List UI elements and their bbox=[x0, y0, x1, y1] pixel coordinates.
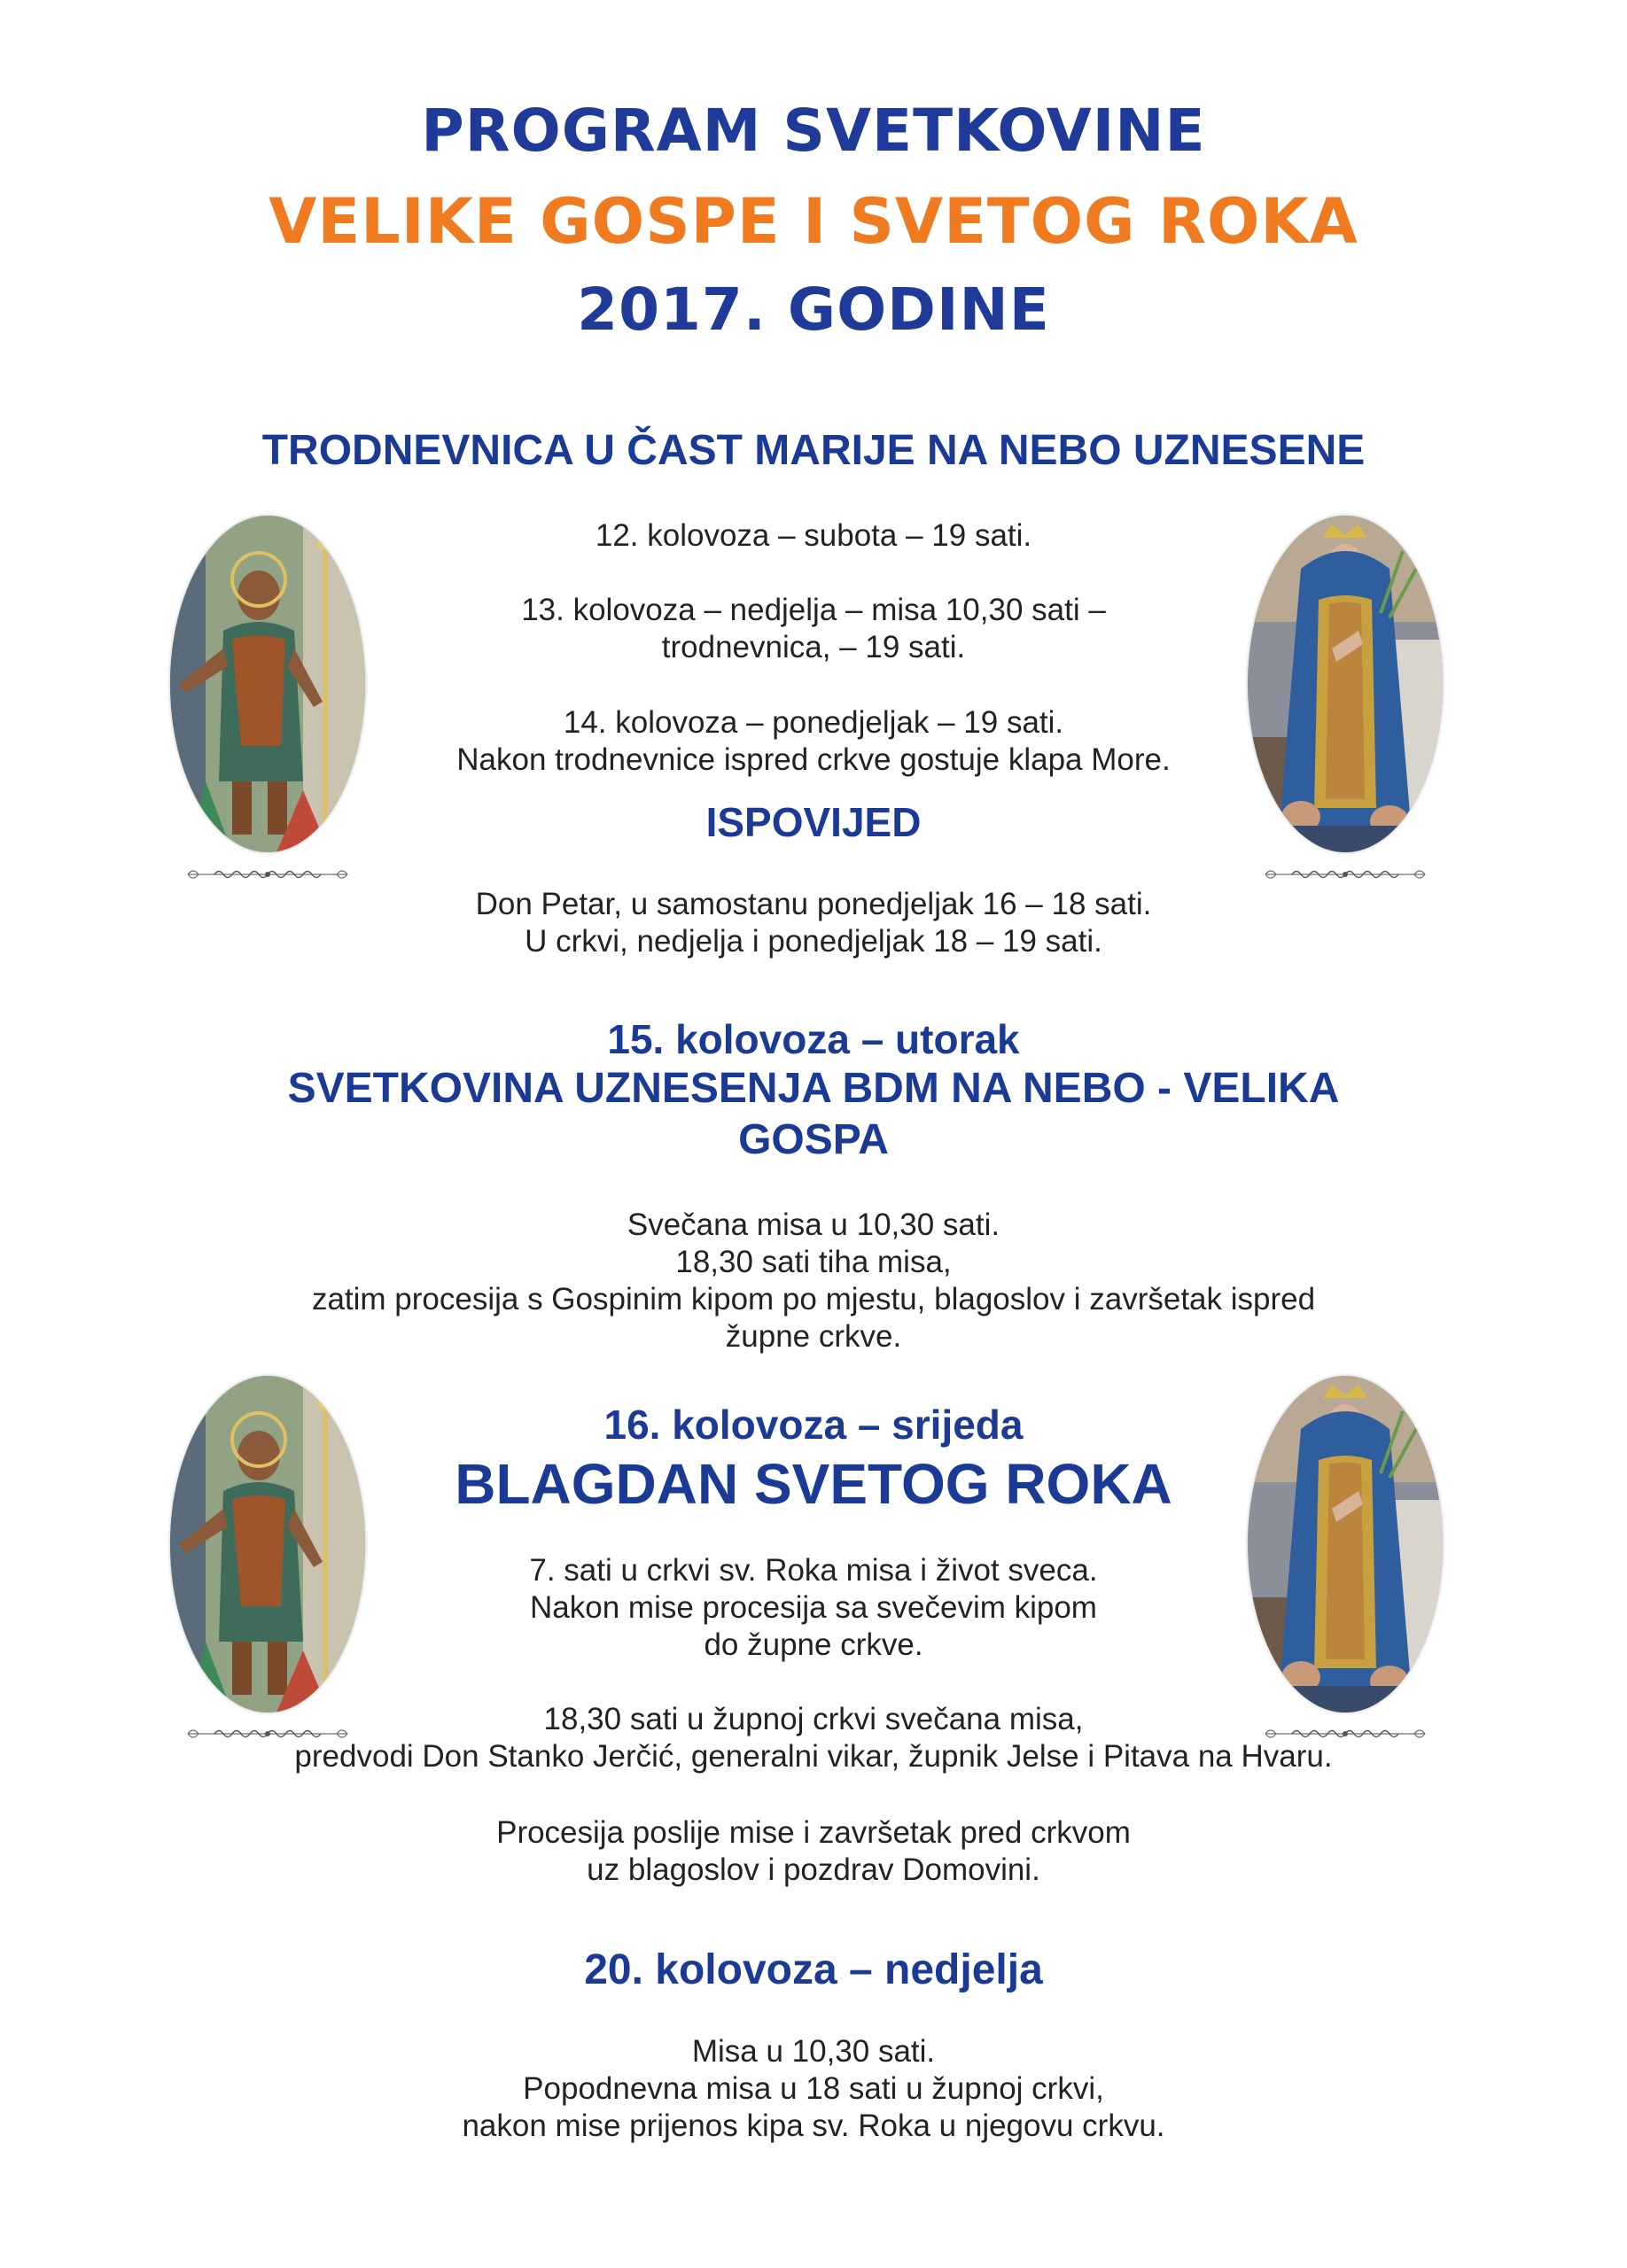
assumption-text: Svečana misa u 10,30 sati. 18,30 sati tiha misa, zatim procesija s Gospinim kipom po mjestu, blagoslov i završetak ispred župne crkve. bbox=[311, 1208, 1316, 1354]
ornament-divider-icon bbox=[1257, 865, 1434, 884]
assumption-title bbox=[0, 1063, 1627, 1166]
sunday-date: 20. kolovoza – nedjelja bbox=[584, 1946, 1043, 1993]
title-line-3: 2017. GODINE bbox=[577, 276, 1050, 344]
confession-text: Don Petar, u samostanu ponedjeljak 16 – 18 sati. U crkvi, nedjelja i ponedjeljak 18 – 19 sati. bbox=[475, 887, 1152, 959]
triduum-day-1: 12. kolovoza – subota – 19 sati. bbox=[595, 518, 1032, 553]
triduum-day-2: 13. kolovoza – nedjelja – misa 10,30 sati – trodnevnica, – 19 sati. bbox=[521, 593, 1106, 664]
st-roch-date: 16. kolovoza – srijeda bbox=[603, 1402, 1024, 1448]
confession-heading: ISPOVIJED bbox=[705, 799, 922, 845]
triduum-day-3: 14. kolovoza – ponedjeljak – 19 sati. Nakon trodnevnice ispred crkve gostuje klapa More. bbox=[456, 705, 1171, 777]
st-roch-title: BLAGDAN SVETOG ROKA bbox=[455, 1452, 1172, 1516]
title-line-2: VELIKE GOSPE I SVETOG ROKA bbox=[269, 185, 1358, 258]
triduum-heading: TRODNEVNICA U ČAST MARIJE NA NEBO UZNESENE bbox=[261, 427, 1366, 474]
st-roch-procession: Procesija poslije mise i završetak pred crkvom uz blagoslov i pozdrav Domovini. bbox=[496, 1815, 1131, 1887]
st-roch-evening: 18,30 sati u župnoj crkvi svečana misa, predvodi Don Stanko Jerčić, generalni vikar, župnik Jelse i Pitava na Hvaru. bbox=[294, 1702, 1333, 1774]
title-line-1: PROGRAM SVETKOVINE bbox=[421, 97, 1206, 165]
assumption-date: 15. kolovoza – utorak bbox=[607, 1016, 1020, 1062]
assumption-title-line-1: SVETKOVINA UZNESENJA BDM NA NEBO - VELIKA bbox=[287, 1065, 1340, 1112]
sunday-text: Misa u 10,30 sati. Popodnevna misa u 18 sati u župnoj crkvi, nakon mise prijenos kipa sv. Roka u njegovu crkvu. bbox=[462, 2034, 1165, 2143]
assumption-title-line-2: GOSPA bbox=[738, 1116, 889, 1163]
ornament-divider-icon bbox=[179, 865, 356, 884]
st-roch-morning: 7. sati u crkvi sv. Roka misa i život sveca. Nakon mise procesija sa svečevim kipom do župne crkve. bbox=[529, 1553, 1098, 1662]
